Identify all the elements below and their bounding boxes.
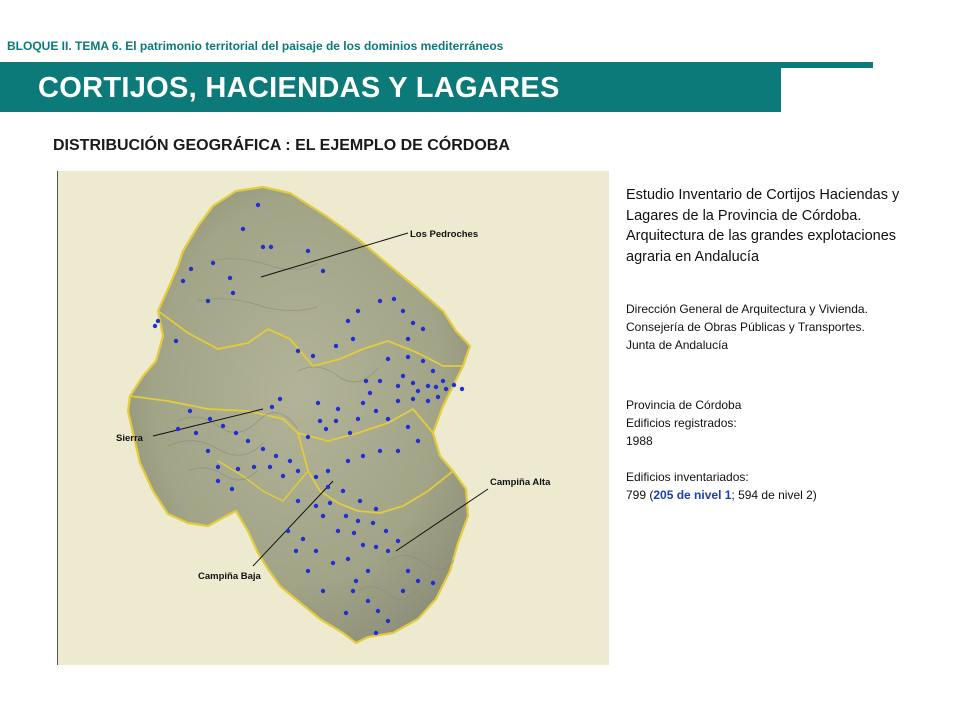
cortijo-dot bbox=[426, 384, 430, 388]
cortijo-dot bbox=[246, 439, 250, 443]
cortijo-dot bbox=[346, 557, 350, 561]
cortijo-dot bbox=[278, 397, 282, 401]
cortijo-dot bbox=[366, 599, 370, 603]
cortijo-dot bbox=[376, 609, 380, 613]
cortijo-dot bbox=[406, 569, 410, 573]
cortijo-dot bbox=[421, 327, 425, 331]
cortijo-dot bbox=[346, 319, 350, 323]
cortijo-dot bbox=[386, 357, 390, 361]
level2-count: ; 594 de nivel 2) bbox=[731, 488, 817, 502]
cortijo-dot bbox=[326, 485, 330, 489]
cortijo-dot bbox=[392, 297, 396, 301]
cortijo-dot bbox=[436, 395, 440, 399]
cortijo-dot bbox=[406, 355, 410, 359]
cortijo-dot bbox=[411, 321, 415, 325]
cortijo-dot bbox=[406, 337, 410, 341]
cortijo-dot bbox=[211, 261, 215, 265]
cortijo-dot bbox=[230, 487, 234, 491]
cortijo-dot bbox=[406, 425, 410, 429]
study-line: Estudio Inventario de Cortijos Haciendas y bbox=[626, 187, 900, 203]
cortijo-dot bbox=[366, 569, 370, 573]
cortijo-dot bbox=[378, 299, 382, 303]
cortijo-dot bbox=[396, 384, 400, 388]
cortijo-dot bbox=[441, 379, 445, 383]
page-title: CORTIJOS, HACIENDAS Y LAGARES bbox=[38, 72, 560, 104]
cortijo-dot bbox=[411, 381, 415, 385]
cortijo-dot bbox=[252, 465, 256, 469]
cortijo-dot bbox=[378, 449, 382, 453]
cortijo-dot bbox=[321, 269, 325, 273]
cortijo-dot bbox=[444, 387, 448, 391]
cortijo-dot bbox=[434, 385, 438, 389]
cortijo-dot bbox=[426, 399, 430, 403]
cortijo-dot bbox=[181, 279, 185, 283]
cortijo-dot bbox=[348, 431, 352, 435]
cortijo-dot bbox=[356, 417, 360, 421]
cortijo-dot bbox=[378, 379, 382, 383]
cortijo-dot bbox=[231, 291, 235, 295]
cortijo-dot bbox=[296, 499, 300, 503]
cortijo-dot bbox=[208, 417, 212, 421]
cortijo-dot bbox=[336, 407, 340, 411]
cortijo-dot bbox=[234, 431, 238, 435]
level1-count: 205 de nivel 1 bbox=[653, 488, 732, 502]
cortijo-dot bbox=[294, 549, 298, 553]
cortijo-dot bbox=[386, 619, 390, 623]
cortijo-dot bbox=[334, 344, 338, 348]
inventoried-total: 799 ( bbox=[626, 488, 654, 502]
cortijo-dot bbox=[176, 427, 180, 431]
cortijo-dot bbox=[336, 529, 340, 533]
cortijo-dot bbox=[452, 383, 456, 387]
cortijo-dot bbox=[460, 387, 464, 391]
cortijo-dot bbox=[334, 419, 338, 423]
cortijo-dot bbox=[228, 276, 232, 280]
cortijo-dot bbox=[386, 417, 390, 421]
cortijo-dot bbox=[241, 227, 245, 231]
cortijo-dot bbox=[256, 203, 260, 207]
credit-line: Consejería de Obras Públicas y Transportes. bbox=[626, 320, 865, 334]
cortijo-dot bbox=[314, 475, 318, 479]
label-campina-alta: Campiña Alta bbox=[490, 477, 551, 488]
cortijo-dot bbox=[174, 339, 178, 343]
cortijo-dot bbox=[206, 449, 210, 453]
cortijo-dot bbox=[321, 589, 325, 593]
cortijo-dot bbox=[384, 529, 388, 533]
cordoba-map bbox=[57, 171, 609, 665]
cortijo-dot bbox=[314, 504, 318, 508]
cortijo-dot bbox=[306, 435, 310, 439]
cortijo-dot bbox=[269, 245, 273, 249]
cortijo-dot bbox=[296, 469, 300, 473]
cortijo-dot bbox=[364, 379, 368, 383]
cortijo-dot bbox=[356, 519, 360, 523]
study-line: agraria en Andalucía bbox=[626, 248, 760, 265]
cortijo-dot bbox=[326, 469, 330, 473]
cortijo-dot bbox=[431, 581, 435, 585]
cortijo-dot bbox=[221, 424, 225, 428]
cortijo-dot bbox=[316, 401, 320, 405]
cortijo-dot bbox=[331, 561, 335, 565]
cortijo-dot bbox=[268, 465, 272, 469]
cortijo-dot bbox=[261, 245, 265, 249]
cortijo-dot bbox=[351, 589, 355, 593]
cortijo-dot bbox=[396, 449, 400, 453]
cortijo-dot bbox=[374, 545, 378, 549]
cortijo-dot bbox=[371, 521, 375, 525]
cortijo-dot bbox=[341, 489, 345, 493]
study-line: Lagares de la Provincia de Córdoba. bbox=[626, 207, 862, 224]
cortijo-dot bbox=[296, 349, 300, 353]
cortijo-dot bbox=[328, 501, 332, 505]
cortijo-dot bbox=[396, 539, 400, 543]
cortijo-dot bbox=[416, 439, 420, 443]
cortijo-dot bbox=[216, 479, 220, 483]
cortijo-dot bbox=[314, 549, 318, 553]
cortijo-dot bbox=[401, 589, 405, 593]
cortijo-dot bbox=[356, 309, 360, 313]
province-stats bbox=[626, 396, 817, 504]
cortijo-dot bbox=[431, 369, 435, 373]
study-line: Arquitectura de las grandes explotaciones bbox=[626, 228, 897, 244]
cortijo-dot bbox=[286, 529, 290, 533]
cortijo-dot bbox=[318, 419, 322, 423]
cortijo-dot bbox=[361, 401, 365, 405]
cortijo-dot bbox=[374, 507, 378, 511]
cortijo-dot bbox=[301, 537, 305, 541]
cortijo-dot bbox=[411, 397, 415, 401]
section-subtitle: DISTRIBUCIÓN GEOGRÁFICA : EL EJEMPLO DE CÓRDOBA bbox=[53, 137, 510, 154]
label-sierra: Sierra bbox=[116, 433, 143, 444]
breadcrumb: BLOQUE II. TEMA 6. El patrimonio territorial del paisaje de los dominios mediterráneos bbox=[7, 39, 504, 53]
cortijo-dot bbox=[361, 543, 365, 547]
cortijo-dot bbox=[288, 459, 292, 463]
map-svg bbox=[58, 171, 609, 665]
cortijo-dot bbox=[216, 465, 220, 469]
registered-value: 1988 bbox=[626, 434, 653, 448]
cortijo-dot bbox=[368, 391, 372, 395]
registered-label: Edificios registrados: bbox=[626, 416, 737, 430]
cortijo-dot bbox=[153, 324, 157, 328]
cortijo-dot bbox=[401, 309, 405, 313]
cortijo-dot bbox=[386, 549, 390, 553]
cortijo-dot bbox=[236, 467, 240, 471]
cortijo-dot bbox=[374, 409, 378, 413]
credit-line: Dirección General de Arquitectura y Vivienda. bbox=[626, 302, 868, 316]
credit-line: Junta de Andalucía bbox=[626, 338, 729, 352]
cortijo-dot bbox=[281, 474, 285, 478]
cortijo-dot bbox=[206, 299, 210, 303]
cortijo-dot bbox=[358, 499, 362, 503]
cortijo-dot bbox=[344, 514, 348, 518]
cortijo-dot bbox=[351, 337, 355, 341]
cortijo-dot bbox=[401, 374, 405, 378]
cortijo-dot bbox=[354, 579, 358, 583]
cortijo-dot bbox=[352, 531, 356, 535]
cortijo-dot bbox=[274, 454, 278, 458]
cortijo-dot bbox=[421, 359, 425, 363]
cortijo-dot bbox=[189, 267, 193, 271]
cortijo-dot bbox=[311, 354, 315, 358]
province-name: Provincia de Córdoba bbox=[626, 398, 742, 412]
direction-credits bbox=[626, 300, 868, 354]
cortijo-dot bbox=[416, 579, 420, 583]
cortijo-dot bbox=[396, 399, 400, 403]
cortijo-dot bbox=[344, 611, 348, 615]
cortijo-dot bbox=[321, 514, 325, 518]
label-los-pedroches: Los Pedroches bbox=[410, 229, 479, 240]
cortijo-dot bbox=[306, 249, 310, 253]
cortijo-dot bbox=[270, 405, 274, 409]
cortijo-dot bbox=[194, 431, 198, 435]
cortijo-dot bbox=[416, 389, 420, 393]
label-campina-baja: Campiña Baja bbox=[198, 571, 261, 582]
cortijo-dot bbox=[361, 454, 365, 458]
cortijo-dot bbox=[156, 319, 160, 323]
inventoried-value bbox=[626, 486, 817, 504]
cortijo-dot bbox=[188, 409, 192, 413]
cortijo-dot bbox=[374, 631, 378, 635]
inventoried-label: Edificios inventariados: bbox=[626, 470, 749, 484]
cortijo-dot bbox=[261, 447, 265, 451]
cortijo-dot bbox=[306, 569, 310, 573]
cortijo-dot bbox=[324, 427, 328, 431]
cortijo-dot bbox=[346, 459, 350, 463]
study-description bbox=[626, 185, 946, 267]
